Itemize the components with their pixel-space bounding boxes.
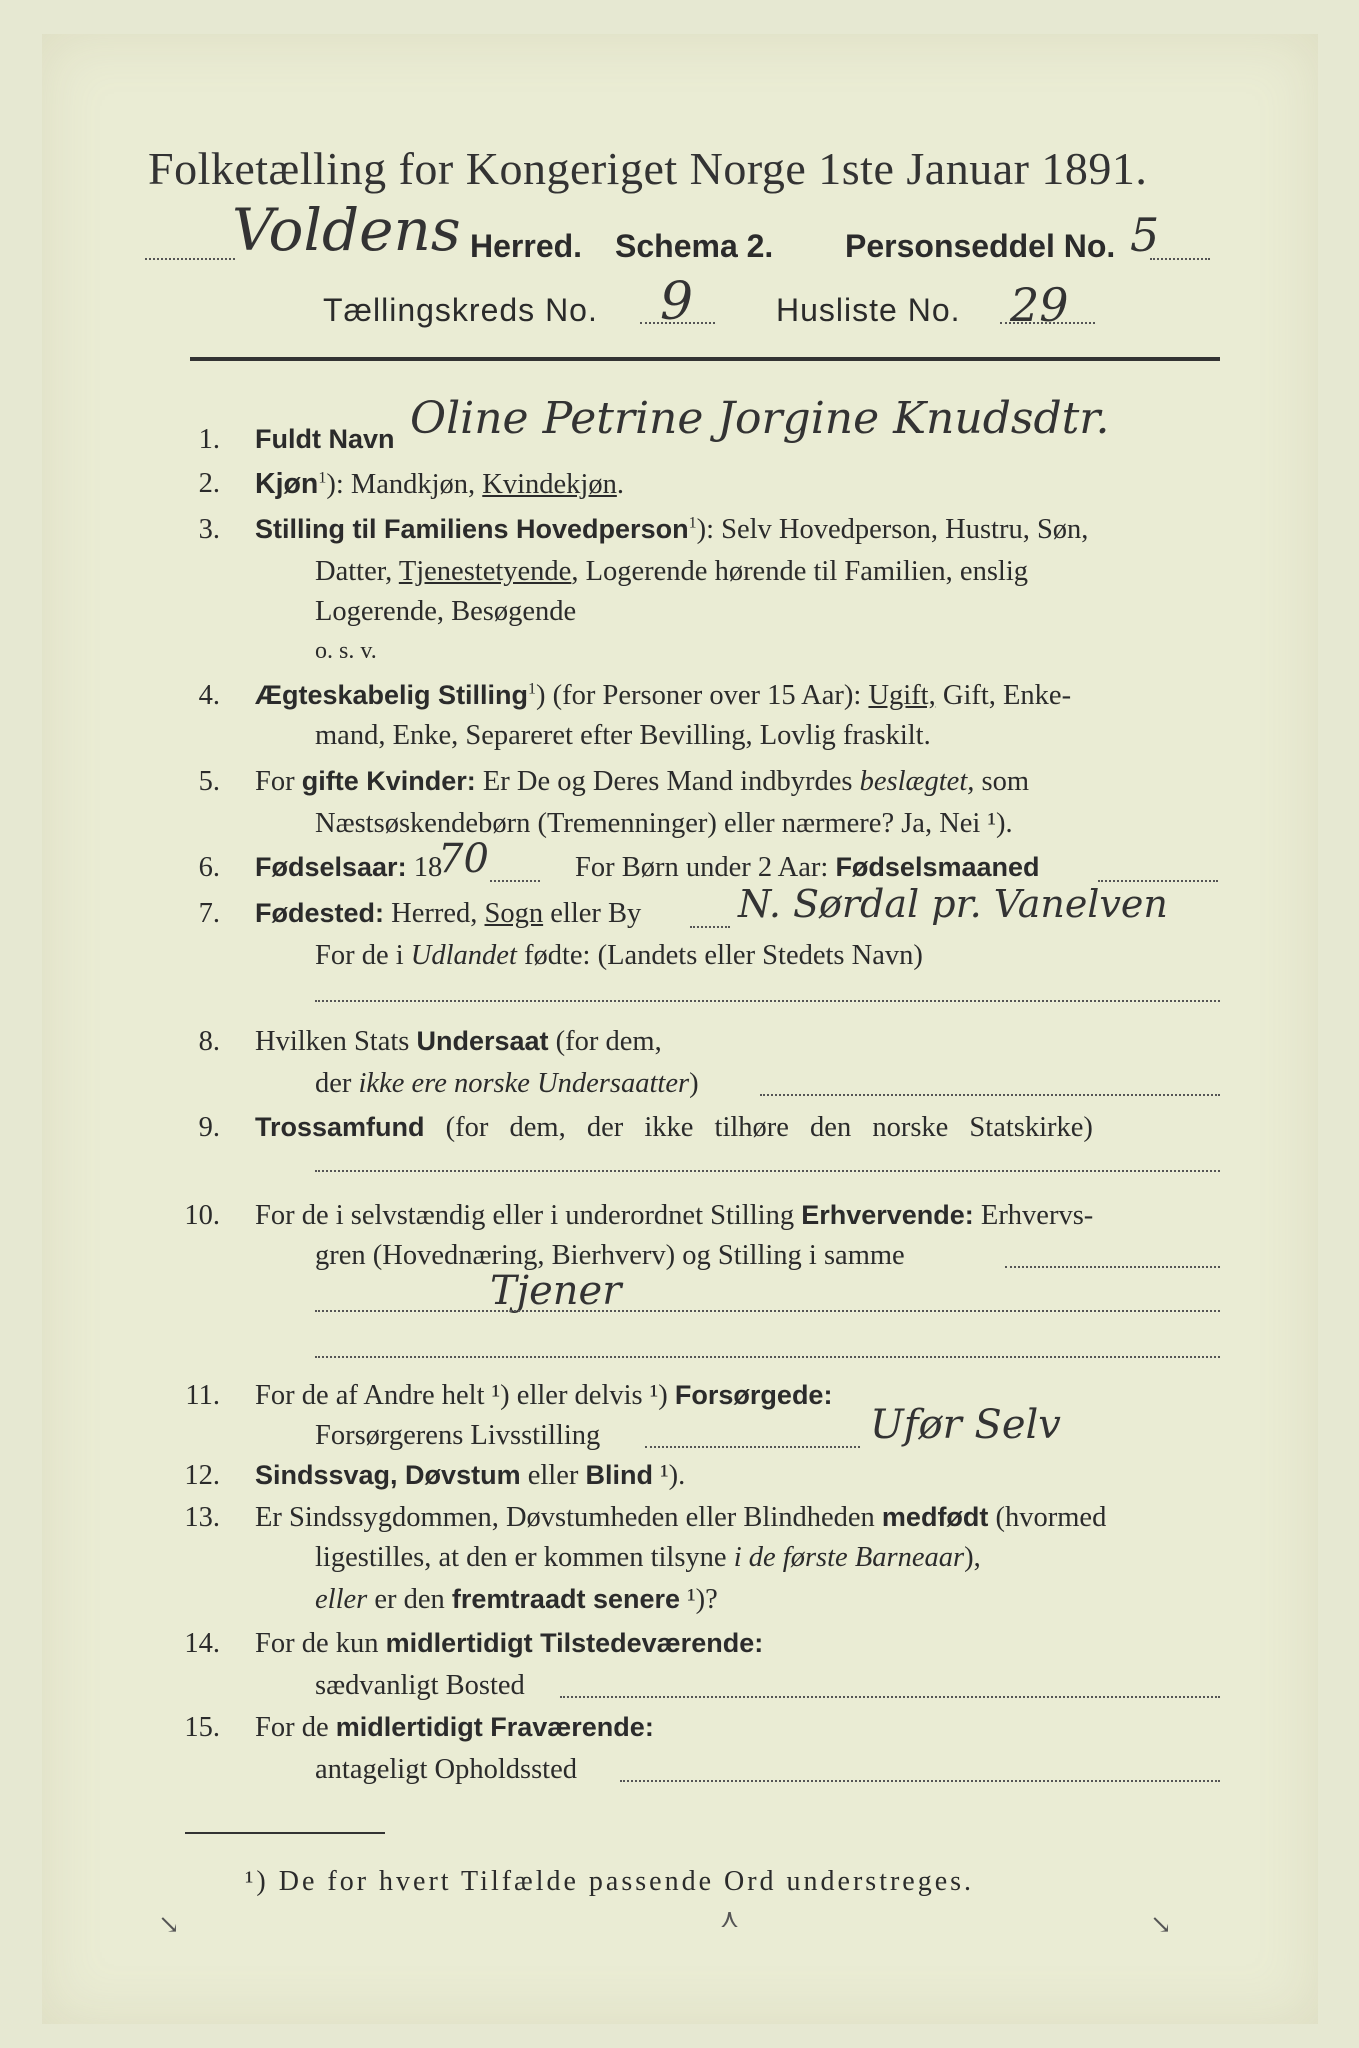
item-number: 4. [198, 680, 220, 711]
personseddel-number: 5 [1130, 208, 1160, 262]
item-number: 9. [198, 1112, 220, 1143]
birthplace-label: Fødested: [255, 898, 385, 928]
item-10-line-2: gren (Hovednæring, Bierhverv) og Stilling i samme [315, 1240, 905, 1271]
gender-options: ): Mandkjøn, [326, 469, 476, 500]
text: ikke ere norske Undersaatter [358, 1068, 690, 1099]
birth-year-handwritten: 70 [438, 836, 489, 882]
text: eller By [550, 898, 642, 929]
congenital-label: medfødt [881, 1502, 989, 1532]
text: er den [374, 1584, 445, 1615]
item-number: 7. [198, 898, 220, 929]
dotted-line [315, 1310, 1220, 1312]
citizenship-label: Undersaat [416, 1026, 549, 1056]
dotted-line [315, 1356, 1220, 1358]
item-3-line-3: Logerende, Besøgende [315, 596, 577, 627]
item-15-line-1 [255, 1712, 654, 1744]
text: ), [964, 1542, 981, 1573]
item-number: 2. [198, 468, 220, 499]
item-11-line-2: Forsørgerens Livsstilling [315, 1420, 601, 1451]
herred-handwritten: Voldens [232, 196, 461, 264]
text: fødte: (Landets eller Stedets Navn) [524, 940, 923, 971]
text: (for dem, der ikke tilhøre den norske Statskirke) [445, 1112, 1093, 1143]
text: i de første Barneaar [733, 1542, 965, 1573]
text: Udlandet [410, 940, 517, 971]
kreds-number: 9 [660, 272, 694, 332]
dotted-line [1005, 1266, 1220, 1268]
dotted-line [315, 1170, 1220, 1172]
corner-mark: ↘ [158, 1910, 180, 1939]
occupation-handwritten: Tjener [490, 1268, 622, 1314]
item-number: 3. [198, 514, 220, 545]
provider-handwritten: Ufør Selv [870, 1402, 1061, 1448]
dotted-line [1150, 258, 1210, 260]
item-5-line-2: Næstsøskendebørn (Tremenninger) eller nærmere? Ja, Nei ¹). [315, 808, 1013, 839]
item-3-line-4: o. s. v. [315, 638, 377, 664]
item-11-line-1 [255, 1380, 832, 1412]
dotted-line [1000, 322, 1095, 324]
item-10-line-1 [255, 1200, 1093, 1232]
text: der [315, 1068, 352, 1099]
schema-label: Schema 2. [615, 228, 774, 264]
item-14-line-2: sædvanligt Bosted [315, 1670, 525, 1701]
dotted-line [620, 1780, 1220, 1782]
text: eller [527, 1460, 579, 1491]
full-name-handwritten: Oline Petrine Jorgine Knudsdtr. [410, 393, 1110, 444]
item-13-line-2 [315, 1542, 981, 1574]
text: ¹). [660, 1460, 686, 1491]
item-7-line-2 [315, 940, 923, 972]
footnote-mark: 1 [318, 469, 327, 487]
text: For de i [315, 940, 404, 971]
text: eller [315, 1584, 368, 1615]
occupation-label: Erhvervende: [801, 1200, 974, 1230]
census-form [42, 34, 1318, 2024]
husliste-number: 29 [1010, 278, 1069, 332]
herred-label: Herred. [470, 228, 583, 264]
item-14-line-1 [255, 1628, 763, 1660]
relation-options: , Logerende hørende til Familien, enslig [571, 556, 1029, 587]
item-number: 11. [185, 1380, 220, 1411]
text: ) [689, 1068, 699, 1099]
text: beslægtet, [859, 766, 975, 797]
item-7-line-1 [255, 898, 641, 930]
text: For [255, 766, 295, 797]
item-number: 5. [198, 766, 220, 797]
marital-selected: Ugift, [868, 680, 936, 711]
text: Er Sindssygdommen, Døvstumheden eller Blindheden [255, 1502, 875, 1533]
text: (hvormed [995, 1502, 1107, 1533]
item-13-line-1 [255, 1502, 1106, 1534]
item-9-line [255, 1112, 1093, 1144]
item-5-line-1 [255, 766, 1029, 798]
relation-options: ): Selv Hovedperson, Hustru, Søn, [696, 514, 1089, 545]
item-13-line-3 [315, 1584, 718, 1616]
footnote: ¹) De for hvert Tilfælde passende Ord understreges. [245, 1866, 975, 1897]
text: For de i selvstændig eller i underordnet Stilling [255, 1200, 795, 1231]
dotted-line [490, 880, 540, 882]
dotted-line [645, 1446, 860, 1448]
temporary-absent-label: midlertidigt Fraværende: [335, 1712, 654, 1742]
year-prefix: 18 [413, 852, 443, 883]
dotted-line [315, 1000, 1220, 1002]
gender-selected: Kvindekjøn [482, 469, 617, 500]
temporary-present-label: midlertidigt Tilstedeværende: [385, 1628, 764, 1658]
text: som [981, 766, 1030, 797]
dotted-line [760, 1094, 1220, 1096]
birthplace-selected: Sogn [484, 898, 544, 929]
item-number: 14. [184, 1628, 220, 1659]
marital-options: Gift, Enke- [942, 680, 1072, 711]
religion-label: Trossamfund [255, 1112, 425, 1142]
birth-month-label: Fødselsmaaned [835, 852, 1040, 882]
item-8-line-1 [255, 1026, 662, 1058]
relation-selected: Tjenestetyende [398, 556, 572, 587]
text: Herred, [391, 898, 478, 929]
text: Hvilken Stats [255, 1026, 410, 1057]
dependent-label: Forsørgede: [674, 1380, 833, 1410]
item-4-line-1 [255, 680, 1071, 712]
item-3-line-2 [315, 556, 1028, 588]
form-title: Folketælling for Kongeriget Norge 1ste Januar 1891. [148, 143, 1148, 194]
married-women-label: gifte Kvinder: [301, 766, 476, 796]
item-number: 8. [198, 1026, 220, 1057]
relation-option: Datter, [315, 556, 393, 587]
text: ¹)? [687, 1584, 718, 1615]
dotted-line [145, 258, 235, 260]
header-rule [190, 357, 1220, 361]
item-number: 6. [198, 852, 220, 883]
dotted-line [690, 926, 730, 928]
item-6-line-b [575, 852, 1040, 884]
birthplace-handwritten: N. Sørdal pr. Vanelven [738, 882, 1168, 926]
item-3-line-1 [255, 514, 1088, 546]
item-number: 1. [198, 424, 220, 455]
item-4-line-2: mand, Enke, Separeret efter Bevilling, Lovlig fraskilt. [315, 720, 931, 751]
relation-label: Stilling til Familiens Hovedperson [255, 514, 689, 544]
text: Er De og Deres Mand indbyrdes [482, 766, 853, 797]
later-onset-label: fremtraadt senere [451, 1584, 681, 1614]
item-2-line [255, 468, 624, 501]
text: For Børn under 2 Aar: [575, 852, 829, 883]
blind-label: Blind [585, 1460, 653, 1490]
kreds-label: Tællingskreds No. [323, 292, 598, 328]
item-6-line [255, 852, 442, 884]
footnote-mark: 1 [688, 514, 697, 532]
corner-mark: ↘ [1150, 1910, 1172, 1939]
item-12-line [255, 1460, 685, 1492]
disability-label: Sindssvag, Døvstum [255, 1460, 521, 1490]
dotted-line [640, 322, 715, 324]
husliste-label: Husliste No. [776, 292, 961, 328]
item-number: 12. [184, 1460, 220, 1491]
item-8-line-2 [315, 1068, 699, 1100]
personseddel-label: Personseddel No. [845, 228, 1116, 264]
marital-note: ) (for Personer over 15 Aar): [536, 680, 862, 711]
text: Erhvervs- [980, 1200, 1094, 1231]
birth-year-label: Fødselsaar: [255, 852, 407, 882]
dotted-line [560, 1696, 1220, 1698]
item-number: 10. [184, 1200, 220, 1231]
text: For de af Andre helt ¹) eller delvis ¹) [255, 1380, 668, 1411]
footnote-mark: 1 [528, 680, 537, 698]
item-number: 13. [184, 1502, 220, 1533]
marital-label: Ægteskabelig Stilling [255, 680, 529, 710]
item-number: 15. [184, 1712, 220, 1743]
footnote-rule [185, 1832, 385, 1834]
text: For de kun [255, 1628, 379, 1659]
item-15-line-2: antageligt Opholdssted [315, 1754, 577, 1785]
text: (for dem, [555, 1026, 662, 1057]
punct: . [616, 469, 624, 500]
full-name-label: Fuldt Navn [255, 424, 395, 454]
gender-label: Kjøn [255, 468, 319, 500]
text: ligestilles, at den er kommen tilsyne [315, 1542, 727, 1573]
text: For de [255, 1712, 329, 1743]
corner-mark: ⋏ [720, 1904, 740, 1933]
